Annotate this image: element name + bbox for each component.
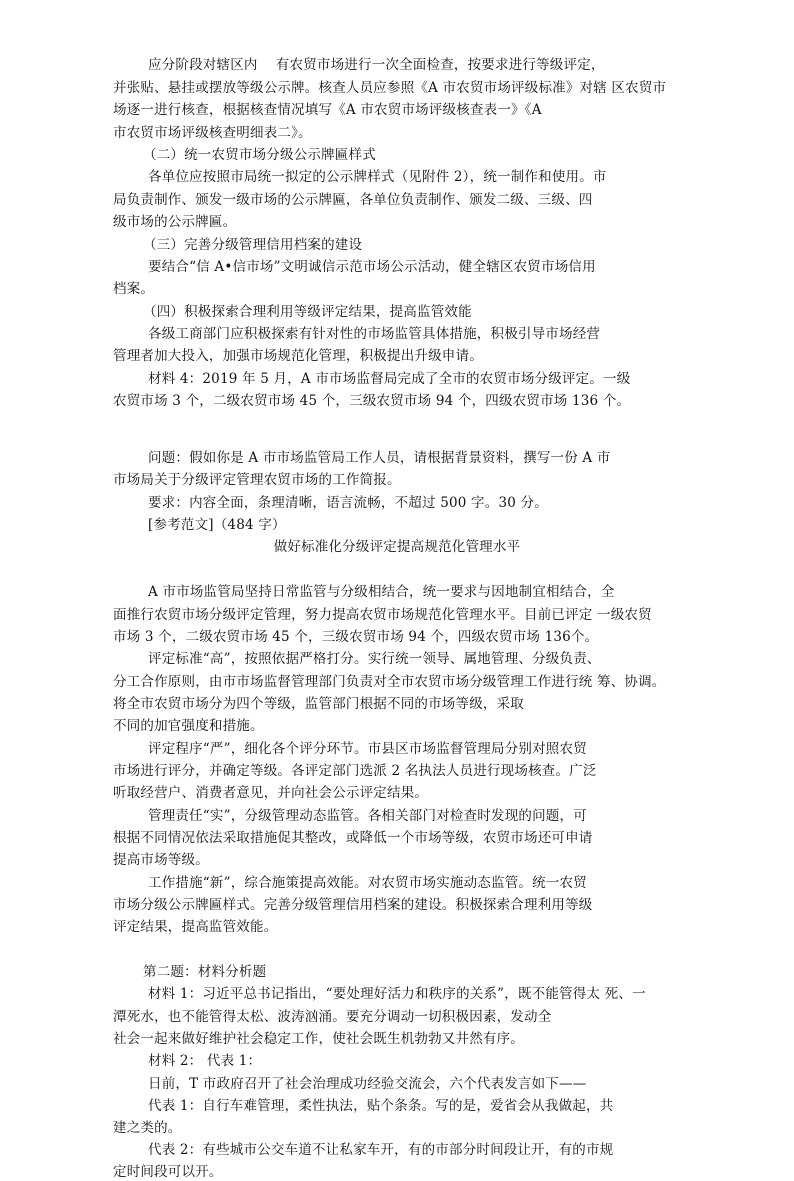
text-line: 潭死水，也不能管得太松、波涛汹涌。要充分调动一切积极因素，发动全: [113, 1009, 552, 1025]
text-line: 农贸市场 3 个，二级农贸市场 45 个，三级农贸市场 94 个，四级农贸市场 136 个。: [113, 393, 631, 409]
text-line: 根据不同情况依法采取措施促其整改，或降低一个市场等级，农贸市场还可申请: [113, 830, 593, 846]
text-line: 评定标准“高”，按照依据严格打分。实行统一领导、属地管理、分级负责、: [148, 651, 601, 667]
text-line: 评定程序“严”，细化各个评分环节。市县区市场监督管理局分别对照农贸: [148, 741, 587, 757]
reference-label: [参考范文]（484 字）: [148, 517, 286, 533]
text-line: 社会一起来做好维护社会稳定工作，使社会既生机勃勃又井然有序。: [113, 1031, 524, 1047]
section-heading: 第二题：材料分析题: [143, 964, 267, 980]
text-line: 管理责任“实”，分级管理动态监管。各相关部门对检查时发现的问题，可: [148, 808, 587, 824]
text-line: A 市市场监管局坚持日常监管与分级相结合，统一要求与因地制宜相结合，全: [148, 584, 615, 600]
text-line: 并张贴、悬挂或摆放等级公示牌。核查人员应参照《A 市农贸市场评级标准》对辖 区农贸市: [113, 80, 667, 96]
text-line: 市场局关于分级评定管理农贸市场的工作简报。: [113, 472, 401, 488]
text-line: 市场分级公示牌匾样式。完善分级管理信用档案的建设。积极探索合理利用等级: [113, 897, 593, 913]
text-line: 场逐一进行核查，根据核查情况填写《A 市农贸市场评级核查表一》《A: [113, 102, 542, 118]
text-line: 提高市场等级。: [113, 852, 209, 868]
section-heading: （三）完善分级管理信用档案的建设: [143, 237, 363, 253]
text-line: 代表 1：自行车难管理，柔性执法，贴个条条。写的是，爱省会从我做起，共: [148, 1098, 614, 1114]
text-line: 代表 2：有些城市公交车道不让私家车开，有的市部分时间段让开，有的市规: [148, 1142, 614, 1158]
text-line: 建之类的。: [113, 1120, 182, 1136]
section-heading: （二）统一农贸市场分级公示牌匾样式: [143, 147, 376, 163]
question-line: 问题：假如你是 A 市市场监管局工作人员，请根据背景资料，撰写一份 A 市: [148, 450, 611, 466]
text-line: 局负责制作、颁发一级市场的公示牌匾，各单位负责制作、颁发二级、三级、四: [113, 192, 593, 208]
text-line: 不同的加官强度和措施。: [113, 718, 264, 734]
text-line: 分工合作原则，由市市场监督管理部门负责对全市农贸市场分级管理工作进行统 筹、协调。: [113, 674, 666, 690]
text-line: 各单位应按照市局统一拟定的公示牌样式（见附件 2），统一制作和使用。市: [148, 169, 607, 185]
text-line: 要结合“信 A•信市场”文明诚信示范市场公示活动，健全辖区农贸市场信用: [148, 259, 596, 275]
text-line: 市场进行评分，并确定等级。各评定部门选派 2 名执法人员进行现场核查。广泛: [113, 763, 597, 779]
text-line: 面推行农贸市场分级评定管理，努力提高农贸市场规范化管理水平。目前已评定 一级农贸: [113, 607, 652, 623]
text-line: 市农贸市场评级核查明细表二》。: [113, 125, 312, 141]
essay-title: 做好标准化分级评定提高规范化管理水平: [273, 539, 521, 555]
text-line: 将全市农贸市场分为四个等级，监管部门根据不同的市场等级，采取: [113, 696, 524, 712]
section-heading: （四）积极探索合理利用等级评定结果，提高监管效能: [143, 304, 472, 320]
text-line: 日前，T 市政府召开了社会治理成功经验交流会，六个代表发言如下——: [148, 1076, 587, 1092]
text-line: 级市场的公示牌匾。: [113, 214, 237, 230]
text-line: 市场 3 个，二级农贸市场 45 个，三级农贸市场 94 个，四级农贸市场 136个。: [113, 629, 599, 645]
material-1-line: 材料 1：习近平总书记指出，“要处理好活力和秩序的关系”，既不能管得太 死、一: [148, 986, 646, 1002]
text-line: 评定结果，提高监管效能。: [113, 919, 278, 935]
text-line: 档案。: [113, 281, 155, 297]
text-line: 各级工商部门应积极探索有针对性的市场监管具体措施，积极引导市场经营: [148, 326, 601, 342]
text-line: 管理者加大投入，加强市场规范化管理，积极提出升级申请。: [113, 348, 483, 364]
text-line: 听取经营户、消费者意见，并向社会公示评定结果。: [113, 785, 429, 801]
material-2-line: 材料 2： 代表 1：: [148, 1053, 262, 1069]
requirement-line: 要求：内容全面，条理清晰，语言流畅，不超过 500 字。30 分。: [148, 495, 548, 511]
text-line: 定时间段可以开。: [113, 1164, 223, 1180]
text-line: 工作措施“新”，综合施策提高效能。对农贸市场实施动态监管。统一农贸: [148, 875, 587, 891]
text-line: 应分阶段对辖区内 有农贸市场进行一次全面检查，按要求进行等级评定，: [148, 57, 605, 73]
material-4-line: 材料 4：2019 年 5 月，A 市市场监督局完成了全市的农贸市场分级评定。一级: [148, 371, 631, 387]
